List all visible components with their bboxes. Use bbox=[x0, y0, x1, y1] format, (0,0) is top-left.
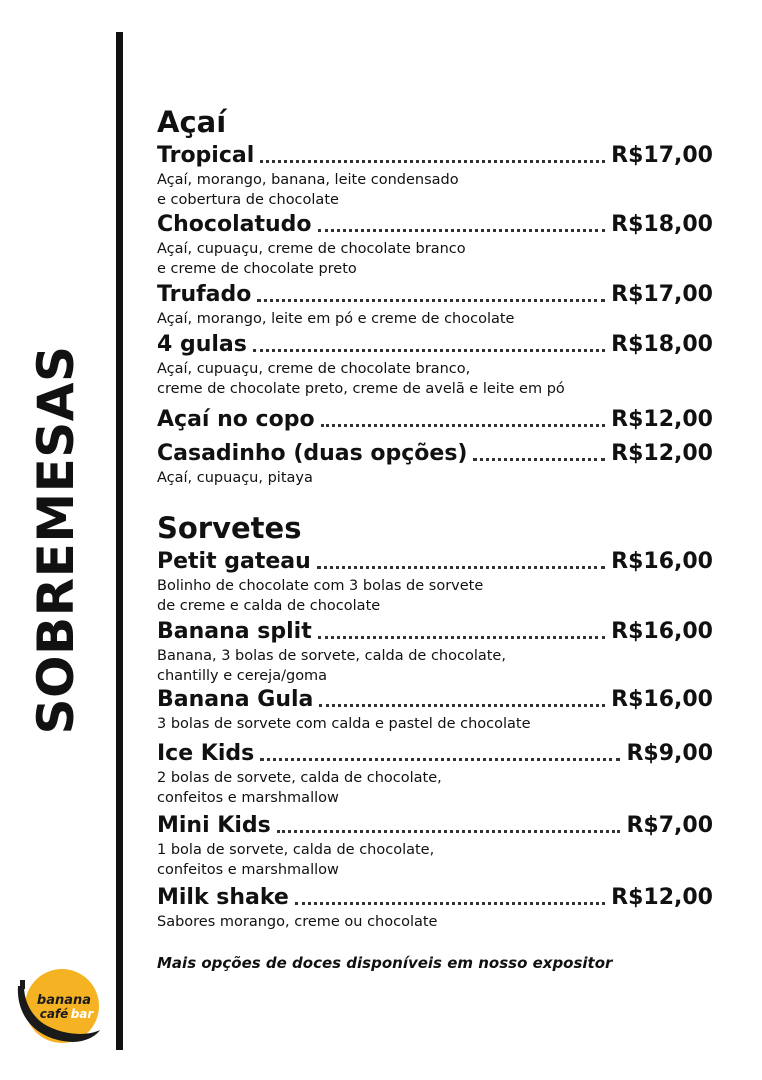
item-name: 4 gulas bbox=[157, 332, 247, 357]
menu-item-4-gulas bbox=[157, 331, 713, 399]
menu-item-tropical bbox=[157, 142, 713, 210]
item-description: Açaí, cupuaçu, creme de chocolate branco e creme de chocolate preto bbox=[157, 241, 466, 277]
item-name: Banana Gula bbox=[157, 687, 314, 712]
vertical-divider bbox=[116, 32, 123, 1050]
page-title: SOBREMESAS bbox=[27, 345, 85, 735]
menu-item-chocolatudo bbox=[157, 211, 713, 279]
dot-leader bbox=[318, 229, 606, 232]
item-description: 1 bola de sorvete, calda de chocolate, confeitos e marshmallow bbox=[157, 842, 435, 878]
item-description: 3 bolas de sorvete com calda e pastel de chocolate bbox=[157, 716, 531, 732]
item-description: Açaí, cupuaçu, pitaya bbox=[157, 470, 313, 486]
item-description: Bolinho de chocolate com 3 bolas de sorvete de creme e calda de chocolate bbox=[157, 578, 484, 614]
dot-leader bbox=[317, 566, 605, 569]
footnote: Mais opções de doces disponíveis em nosso expositor bbox=[157, 954, 613, 972]
menu-item-petit-gateau bbox=[157, 548, 713, 616]
item-price: R$17,00 bbox=[611, 282, 713, 307]
item-price: R$16,00 bbox=[611, 687, 713, 712]
item-name: Casadinho (duas opções) bbox=[157, 441, 468, 466]
dot-leader bbox=[253, 349, 605, 352]
banana-cafe-bar-logo bbox=[14, 966, 104, 1046]
menu-item-banana-split bbox=[157, 618, 713, 686]
item-description: Sabores morango, creme ou chocolate bbox=[157, 914, 438, 930]
banana-stem-icon bbox=[20, 980, 25, 989]
logo-text-bar: bar bbox=[70, 1007, 94, 1021]
menu-item-mini-kids bbox=[157, 812, 713, 880]
item-price: R$18,00 bbox=[611, 212, 713, 237]
item-name: Tropical bbox=[157, 143, 255, 168]
dot-leader bbox=[295, 902, 605, 905]
item-description: Açaí, morango, leite em pó e creme de chocolate bbox=[157, 311, 515, 327]
section-title-sorvetes: Sorvetes bbox=[157, 511, 302, 545]
item-name: Chocolatudo bbox=[157, 212, 312, 237]
item-price: R$12,00 bbox=[611, 885, 713, 910]
item-description: Banana, 3 bolas de sorvete, calda de chocolate, chantilly e cereja/goma bbox=[157, 648, 506, 684]
item-name: Mini Kids bbox=[157, 813, 271, 838]
dot-leader bbox=[257, 299, 605, 302]
logo-text-banana: banana bbox=[36, 993, 92, 1008]
menu-item-casadinho bbox=[157, 440, 713, 488]
item-name: Petit gateau bbox=[157, 549, 311, 574]
dot-leader bbox=[473, 458, 605, 461]
item-price: R$18,00 bbox=[611, 332, 713, 357]
item-price: R$16,00 bbox=[611, 549, 713, 574]
dot-leader bbox=[277, 830, 621, 833]
item-description: Açaí, cupuaçu, creme de chocolate branco, creme de chocolate preto, creme de avelã e leite em pó bbox=[157, 361, 565, 397]
dot-leader bbox=[260, 160, 605, 163]
item-name: Trufado bbox=[157, 282, 252, 307]
menu-item-milk-shake bbox=[157, 884, 713, 932]
section-title-acai: Açaí bbox=[157, 105, 227, 139]
item-description: Açaí, morango, banana, leite condensado e cobertura de chocolate bbox=[157, 172, 459, 208]
dot-leader bbox=[318, 636, 605, 639]
item-description: 2 bolas de sorvete, calda de chocolate, confeitos e marshmallow bbox=[157, 770, 442, 806]
item-name: Ice Kids bbox=[157, 741, 255, 766]
menu-item-acai-no-copo bbox=[157, 406, 713, 434]
logo-text-cafe: café bbox=[39, 1007, 69, 1021]
item-price: R$7,00 bbox=[626, 813, 713, 838]
menu-item-ice-kids bbox=[157, 740, 713, 808]
item-name: Milk shake bbox=[157, 885, 289, 910]
menu-item-banana-gula bbox=[157, 686, 713, 734]
item-price: R$9,00 bbox=[626, 741, 713, 766]
dot-leader bbox=[321, 424, 606, 427]
item-name: Banana split bbox=[157, 619, 312, 644]
item-name: Açaí no copo bbox=[157, 407, 315, 432]
item-price: R$16,00 bbox=[611, 619, 713, 644]
dot-leader bbox=[319, 704, 605, 707]
item-price: R$12,00 bbox=[611, 441, 713, 466]
item-price: R$12,00 bbox=[611, 407, 713, 432]
item-price: R$17,00 bbox=[611, 143, 713, 168]
menu-item-trufado bbox=[157, 281, 713, 329]
dot-leader bbox=[260, 758, 620, 761]
